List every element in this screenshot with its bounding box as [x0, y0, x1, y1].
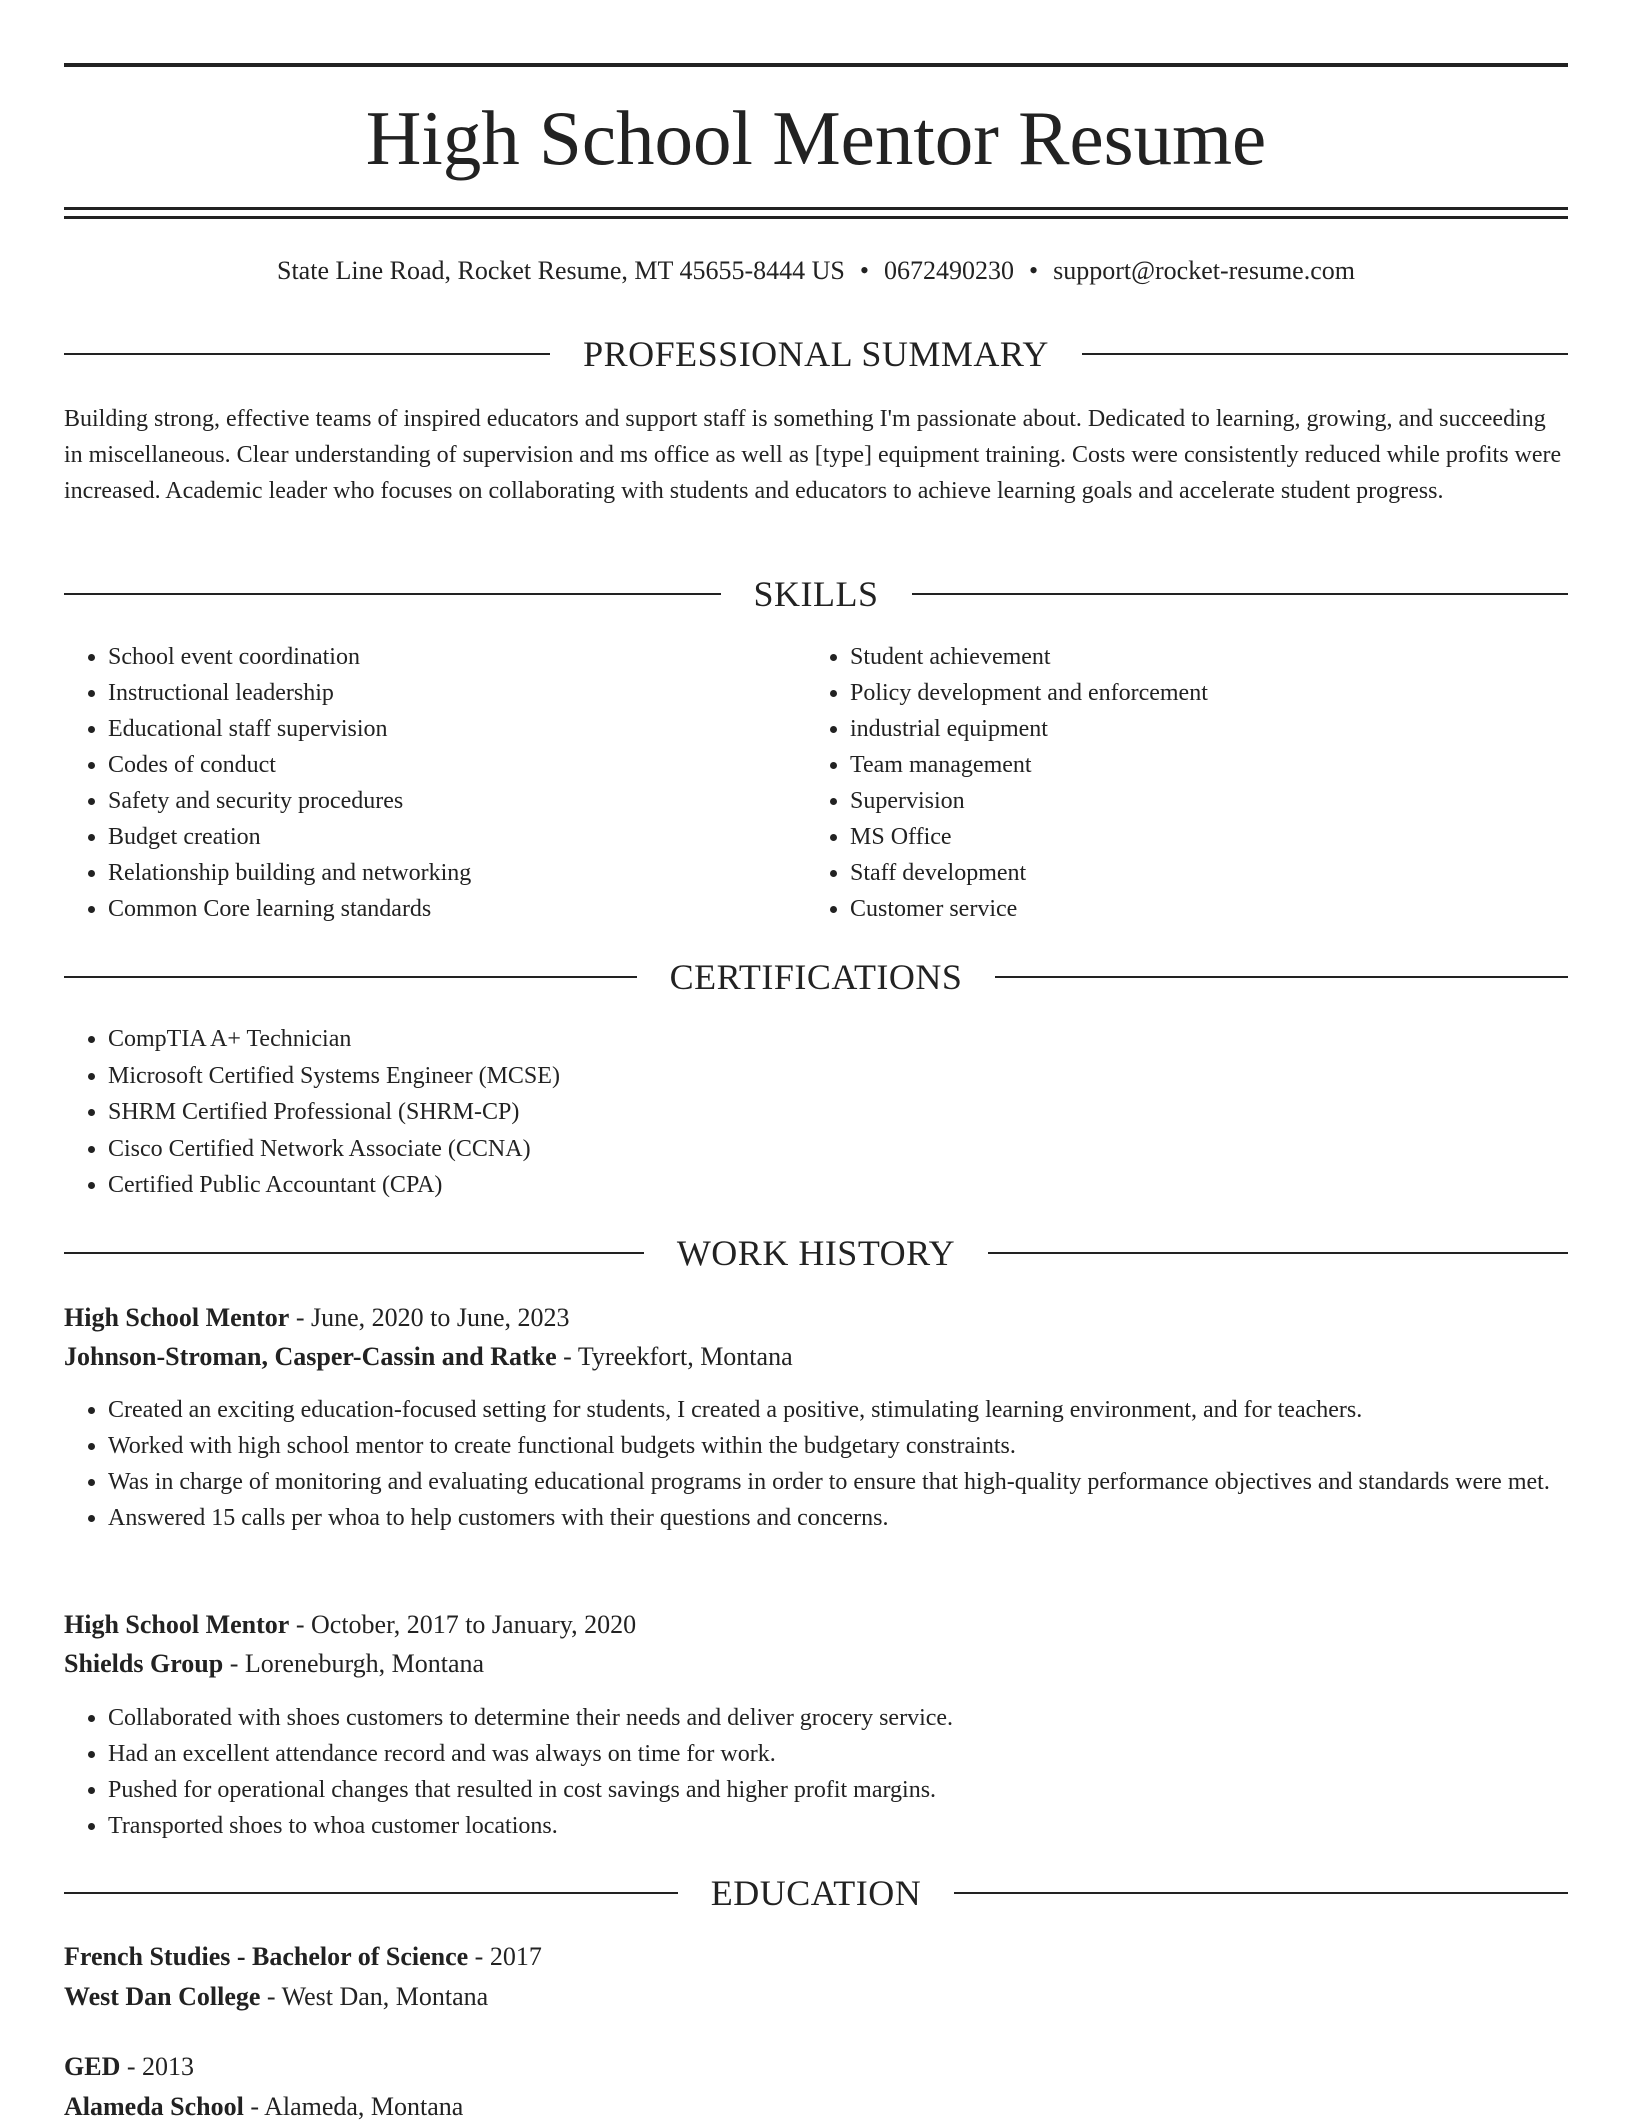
- job-company-line: [64, 1337, 1568, 1377]
- skill-item: • Student achievement: [850, 639, 1570, 675]
- section-rule-left: [64, 1892, 678, 1894]
- certification-item: • CompTIA A+ Technician: [108, 1021, 1568, 1058]
- section-header-education: [64, 1871, 1568, 1915]
- education-location: - Alameda, Montana: [243, 2092, 464, 2121]
- skill-item: • Safety and security procedures: [108, 783, 808, 819]
- job-dates: - June, 2020 to June, 2023: [289, 1303, 570, 1332]
- certifications-list: [64, 1021, 1568, 1204]
- section-rule-left: [64, 593, 721, 595]
- section-rule-right: [954, 1892, 1568, 1894]
- job-bullet: • Created an exciting education-focused setting for students, I created a positive, stimulating learning environment, and for teachers.: [108, 1392, 1568, 1428]
- skills-list-left: [64, 639, 808, 927]
- contact-address: State Line Road, Rocket Resume, MT 45655-8444 US: [277, 256, 845, 285]
- job-location: - Loreneburgh, Montana: [223, 1649, 485, 1678]
- skill-item: • Budget creation: [108, 819, 808, 855]
- section-title-summary: PROFESSIONAL SUMMARY: [583, 334, 1049, 374]
- header-top-rule: [64, 63, 1568, 67]
- section-rule-right: [995, 976, 1568, 978]
- section-header-work-history: [64, 1231, 1568, 1275]
- skill-item: • Common Core learning standards: [108, 891, 808, 927]
- skill-item: • Policy development and enforcement: [850, 675, 1570, 711]
- section-header-summary: [64, 332, 1568, 376]
- education-school: Alameda School: [64, 2092, 244, 2121]
- resume-title: High School Mentor Resume: [365, 95, 1267, 181]
- job-title-line: [64, 1298, 1568, 1338]
- education-year: - 2017: [468, 1942, 542, 1971]
- job-bullet: • Answered 15 calls per whoa to help customers with their questions and concerns.: [108, 1500, 1568, 1536]
- section-rule-right: [912, 593, 1569, 595]
- contact-separator: •: [1028, 256, 1039, 285]
- section-title-certifications: CERTIFICATIONS: [669, 957, 963, 997]
- contact-email: support@rocket-resume.com: [1053, 256, 1355, 285]
- job-location: - Tyreekfort, Montana: [556, 1342, 793, 1371]
- skill-item: • Codes of conduct: [108, 747, 808, 783]
- skill-item: • Supervision: [850, 783, 1570, 819]
- job-bullet: • Had an excellent attendance record and was always on time for work.: [108, 1736, 1568, 1772]
- header-bottom-rule: [64, 207, 1568, 210]
- certification-item: • SHRM Certified Professional (SHRM-CP): [108, 1094, 1568, 1131]
- education-location: - West Dan, Montana: [260, 1982, 489, 2011]
- skill-item: • Instructional leadership: [108, 675, 808, 711]
- skill-item: • School event coordination: [108, 639, 808, 675]
- certification-item: • Microsoft Certified Systems Engineer (MCSE): [108, 1058, 1568, 1095]
- job-title-line: [64, 1605, 1568, 1645]
- header-bottom-rule-2: [64, 216, 1568, 219]
- summary-text: Building strong, effective teams of inspired educators and support staff is something I'm passionate about. Dedicated to learning, growing, and succeeding in miscellaneous. Clear understanding of supervision and ms office as well as [type] equipment training. Costs were consistently reduced while profits were increased. Academic leader who focuses on collaborating with students and educators to achieve learning goals and accelerate student progress.: [64, 406, 1562, 504]
- contact-line: [64, 255, 1568, 287]
- job-bullet: • Transported shoes to whoa customer locations.: [108, 1808, 1568, 1844]
- education-degree-line: [64, 2047, 1568, 2087]
- section-rule-left: [64, 976, 637, 978]
- education-school-line: [64, 2087, 1568, 2127]
- job-company: Johnson-Stroman, Casper-Cassin and Ratke: [64, 1342, 557, 1371]
- job-bullets: [64, 1392, 1568, 1536]
- job-title: High School Mentor: [64, 1610, 290, 1639]
- education-degree-line: [64, 1937, 1568, 1977]
- job-bullet: • Was in charge of monitoring and evaluating educational programs in order to ensure that high-quality performance objectives and standards were met.: [108, 1464, 1568, 1500]
- section-header-skills: [64, 572, 1568, 616]
- contact-phone: 0672490230: [883, 256, 1014, 285]
- job-bullet: • Pushed for operational changes that resulted in cost savings and higher profit margins.: [108, 1772, 1568, 1808]
- job-bullets: [64, 1700, 1568, 1844]
- section-title-skills: SKILLS: [753, 574, 879, 614]
- section-rule-left: [64, 1252, 644, 1254]
- section-rule-right: [988, 1252, 1568, 1254]
- section-rule-left: [64, 353, 550, 355]
- job-title: High School Mentor: [64, 1303, 290, 1332]
- section-title-work-history: WORK HISTORY: [676, 1233, 956, 1273]
- skill-item: • Educational staff supervision: [108, 711, 808, 747]
- skill-item: • Customer service: [850, 891, 1570, 927]
- education-year: - 2013: [120, 2052, 195, 2081]
- contact-separator: •: [859, 256, 869, 285]
- certification-item: • Cisco Certified Network Associate (CCNA): [108, 1131, 1568, 1168]
- job-company-line: [64, 1644, 1568, 1684]
- section-header-certifications: [64, 955, 1568, 999]
- section-title-education: EDUCATION: [710, 1873, 922, 1913]
- education-school: West Dan College: [64, 1982, 261, 2011]
- job-bullet: • Collaborated with shoes customers to determine their needs and deliver grocery service.: [108, 1700, 1568, 1736]
- certification-item: • Certified Public Accountant (CPA): [108, 1167, 1568, 1204]
- section-rule-right: [1082, 353, 1568, 355]
- job-company: Shields Group: [64, 1649, 224, 1678]
- job-bullet: • Worked with high school mentor to create functional budgets within the budgetary constraints.: [108, 1428, 1568, 1464]
- skill-item: • Relationship building and networking: [108, 855, 808, 891]
- skill-item: • industrial equipment: [850, 711, 1570, 747]
- skill-item: • MS Office: [850, 819, 1570, 855]
- skills-list-right: [806, 639, 1570, 927]
- job-dates: - October, 2017 to January, 2020: [289, 1610, 637, 1639]
- skill-item: • Staff development: [850, 855, 1570, 891]
- skill-item: • Team management: [850, 747, 1570, 783]
- education-school-line: [64, 1977, 1568, 2017]
- education-degree: GED: [64, 2052, 121, 2081]
- education-degree: French Studies - Bachelor of Science: [64, 1942, 469, 1971]
